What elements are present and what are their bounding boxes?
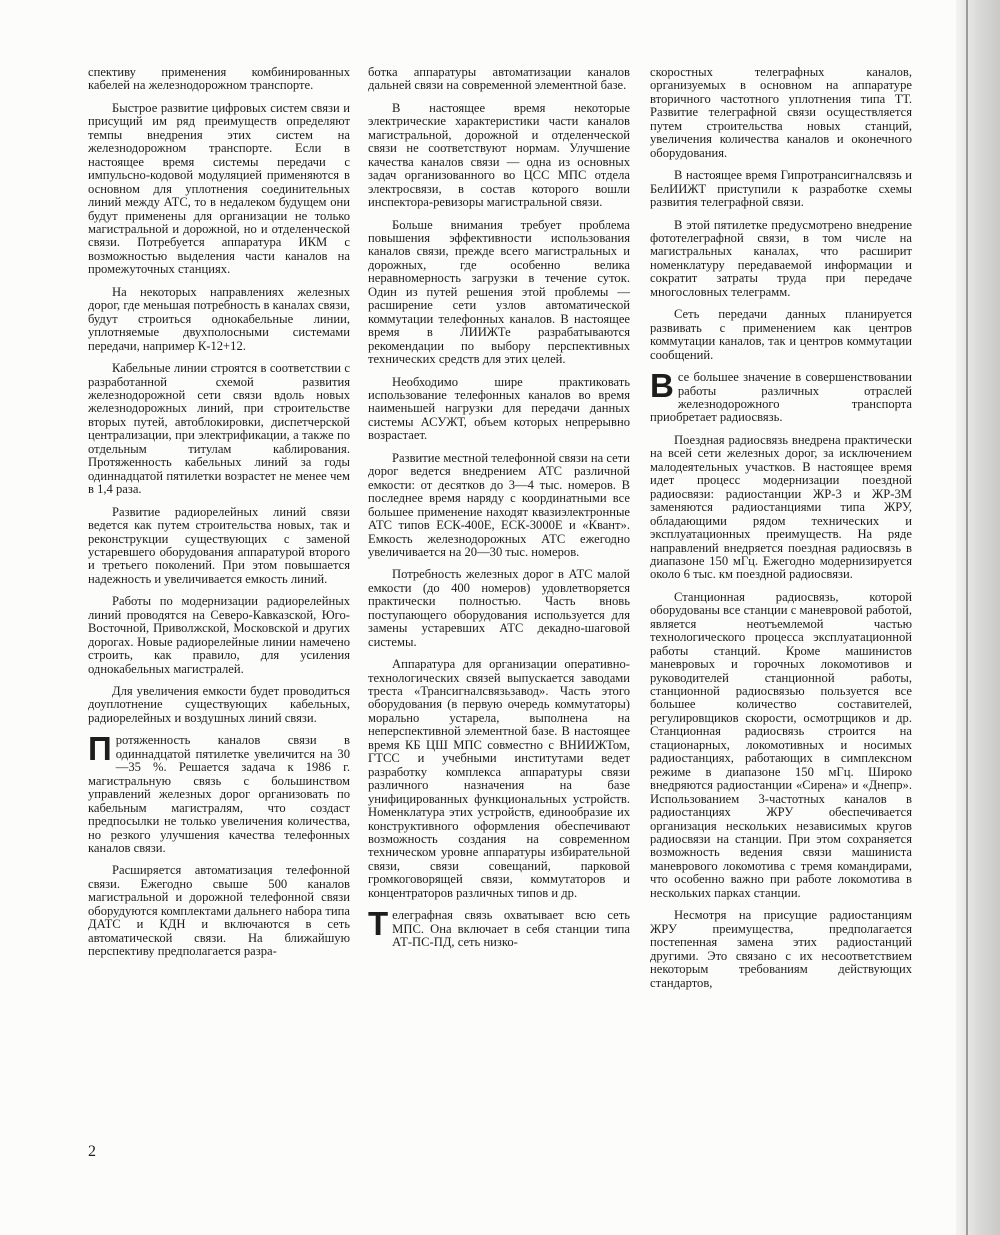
- paragraph-text: ротяженность каналов связи в одиннадцатой пятилетке увеличится на 30—35 %. Решается задача к 1986 г. магистральную связь с большинством управлений железных дорог организовать по кабельным магистралям, что создаст предпосылки не только увеличения количества, но резкого улучшения качества телефонных каналов связи.: [88, 733, 350, 856]
- drop-cap-letter: Т: [368, 905, 389, 943]
- paragraph: Для увеличения емкости будет проводиться доуплотнение существующих кабельных, радиорелейных и воздушных линий связи.: [88, 684, 350, 725]
- continued-paragraph: спективу применения комбинированных кабелей на железнодорожном транспорте.: [88, 65, 350, 93]
- text-column-3: [650, 66, 912, 999]
- paragraph: Станционная радиосвязь, которой оборудованы все станции с маневровой работой, является неотъемлемой частью технологического процесса эксплуатационной работы станций. Кроме машинистов маневровых и горочных локомотивов и руководителей станционной работы, станционной радиосвязью пользуется все большее количество составителей, регулировщиков скорости, осмотрщиков и др. Станционная радиосвязь строится на стационарных, локомотивных и носимых радиостанциях, работающих в симплексном режиме в диапазоне 150 мГц. Широко внедряются радиостанции «Сирена» и «Днепр». Использованием 3-частотных каналов в радиостанциях ЖРУ обеспечивается организация нескольких независимых кругов радиосвязи на станции. При этом сохраняется возможность ведения связи машиниста маневрового локомотива с тремя командирами, что особенно важно при работе локомотива в нескольких парках станции.: [650, 589, 912, 900]
- paragraph: В этой пятилетке предусмотрено внедрение фототелеграфной связи, в том числе на магистральных каналах, что расширит номенклатуру передаваемой информации и сократит затраты труда при передаче многословных телеграмм.: [650, 217, 912, 299]
- paragraph-text: елеграфная связь охватывает всю сеть МПС. Она включает в себя станции типа АТ-ПС-ПД, сеть низко-: [392, 908, 630, 950]
- paragraph: Потребность железных дорог в АТС малой емкости (до 400 номеров) удовлетворяется практически полностью. Часть вновь поступающего оборудования используется для замены устаревших АТС декадно-шаговой системы.: [368, 567, 630, 649]
- paragraph: Расширяется автоматизация телефонной связи. Ежегодно свыше 500 каналов магистральной и дорожной телефонной связи оборудуются комплектами дальнего набора типа ДАТС и КДН и включаются в сеть автоматической связи. На ближайшую перспективу предполагается разра-: [88, 863, 350, 959]
- section-lead-paragraph: [368, 905, 630, 950]
- paragraph: В настоящее время Гипротрансигналсвязь и БелИИЖТ приступили к разработке схемы развития телеграфной связи.: [650, 168, 912, 210]
- page-gutter-shadow: [956, 0, 1000, 1235]
- text-column-2: [368, 66, 630, 959]
- paragraph: Развитие местной телефонной связи на сети дорог ведется внедрением АТС различной емкости: от десятков до 3—4 тыс. номеров. В последнее время наряду с координатными все большее применение находят квазиэлектронные АТС типов ЕСК-400Е, ЕСК-3000Е и «Квант». Емкость железнодорожных АТС ежегодно увеличивается на 20—30 тыс. номеров.: [368, 450, 630, 559]
- paragraph: Необходимо шире практиковать использование телефонных каналов во время наименьшей нагрузки для передачи данных системы АСУЖТ, объем которых непрерывно возрастает.: [368, 374, 630, 443]
- paragraph: Аппаратура для организации оперативно-технологических связей выпускается заводами треста «Трансигналсвязьзавод». Часть этого оборудования (в первую очередь коммутаторы) морально устарела, выполнена на неперспективной элементной базе. В настоящее время КБ ЦШ МПС совместно с ВНИИЖТом, ГТСС и учебными институтами ведет разработку комплекса аппаратуры связи различного назначения на базе унифицированных функциональных устройств. Номенклатура этих устройств, единообразие их конструктивного оформления обеспечивают возможность создания на современном техническом уровне аппаратуры избирательной связи, связи совещаний, парковой громкоговорящей связи, коммутаторов и концентраторов различных типов и др.: [368, 657, 630, 900]
- paragraph: На некоторых направлениях железных дорог, где меньшая потребность в каналах связи, будут строиться однокабельные линии, уплотняемые двухполосными системами передачи, например К-12+12.: [88, 284, 350, 353]
- continued-paragraph: ботка аппаратуры автоматизации каналов дальней связи на современной элементной базе.: [368, 65, 630, 93]
- paragraph: Поездная радиосвязь внедрена практически на всей сети железных дорог, за исключением малодеятельных участков. В настоящее время идет процесс модернизации поездной радиосвязи: радиостанции ЖР-3 и ЖР-3М заменяются радиостанциями типа ЖРУ, обладающими рядом технических и эксплуатационных преимуществ. На ряде направлений внедряется поездная радиосвязь в диапазоне 150 мГц. Ежегодно модернизируется около 6 тыс. км поездной радиосвязи.: [650, 432, 912, 582]
- gutter-edge-line: [966, 0, 968, 1235]
- page-number: 2: [88, 1143, 96, 1160]
- paragraph: Кабельные линии строятся в соответствии с разработанной схемой развития железнодорожной сети связи вдоль новых железнодорожных линий, при строительстве вторых путей, автоблокировки, диспетчерской централизации, при электрификации, а также по отдельным титулам каблирования. Протяженность кабельных линий за годы одиннадцатой пятилетки возрастет не менее чем в 1,4 раза.: [88, 361, 350, 497]
- paragraph: Работы по модернизации радиорелейных линий проводятся на Северо-Кавказской, Юго-Восточной, Приволжской, Московской и других дорогах. Новые радиорелейные линии намечено строить, как правило, для усиления однокабельных магистралей.: [88, 594, 350, 676]
- paragraph: Несмотря на присущие радиостанциям ЖРУ преимущества, предполагается постепенная замена этих радиостанций другими. Это связано с их несоответствием некоторым требованиям действующих стандартов,: [650, 908, 912, 990]
- paragraph: Развитие радиорелейных линий связи ведется как путем строительства новых, так и реконструкции существующих с заменой устаревшего оборудования аппаратурой второго и третьего поколений. При этом повышается надежность и увеличивается емкость линий.: [88, 504, 350, 586]
- drop-cap-letter: П: [88, 730, 112, 768]
- paragraph: Сеть передачи данных планируется развивать с применением как центров коммутации каналов, так и центров коммутации сообщений.: [650, 307, 912, 362]
- paragraph-text: се большее значение в совершенствовании работы различных отраслей железнодорожного транспорта приобретает радиосвязь.: [650, 370, 912, 425]
- text-column-1: [88, 66, 350, 968]
- drop-cap-letter: В: [650, 367, 674, 405]
- section-lead-paragraph: [650, 367, 912, 425]
- section-lead-paragraph: [88, 730, 350, 856]
- paragraph: В настоящее время некоторые электрические характеристики части каналов магистральной, дорожной и отделенческой связи не соответствуют нормам. Улучшение качества каналов связи — одна из основных задач организованного во ЦСС МПС отдела электросвязи, в состав которого вошли инспектора-ревизоры магистральной связи.: [368, 100, 630, 210]
- paragraph: Быстрое развитие цифровых систем связи и присущий им ряд преимуществ определяют темпы внедрения этих систем на железнодорожном транспорте. Если в настоящее время системы передачи с импульсно-кодовой модуляцией применяются в основном для уплотнения соединительных линий между АТС, то в недалеком будущем они будут применены для организации не только магистральной и дорожной, но и отделенческой связи. Потребуется аппаратура ИКМ с возможностью выделения части каналов на промежуточных станциях.: [88, 100, 350, 277]
- continued-paragraph: скоростных телеграфных каналов, организуемых в основном на аппаратуре вторичного частотного уплотнения типа ТТ. Развитие телеграфной связи осуществляется путем строительства новых станций, увеличения количества каналов и оконечного оборудования.: [650, 65, 912, 160]
- paragraph: Больше внимания требует проблема повышения эффективности использования каналов связи, прежде всего магистральных и дорожных, где особенно велика неравномерность загрузки в течение суток. Один из путей решения этой проблемы — расширение сети узлов автоматической коммутации телефонных каналов. В настоящее время в ЛИИЖТе разрабатываются рекомендации по выбору перспективных технических средств для этих целей.: [368, 217, 630, 367]
